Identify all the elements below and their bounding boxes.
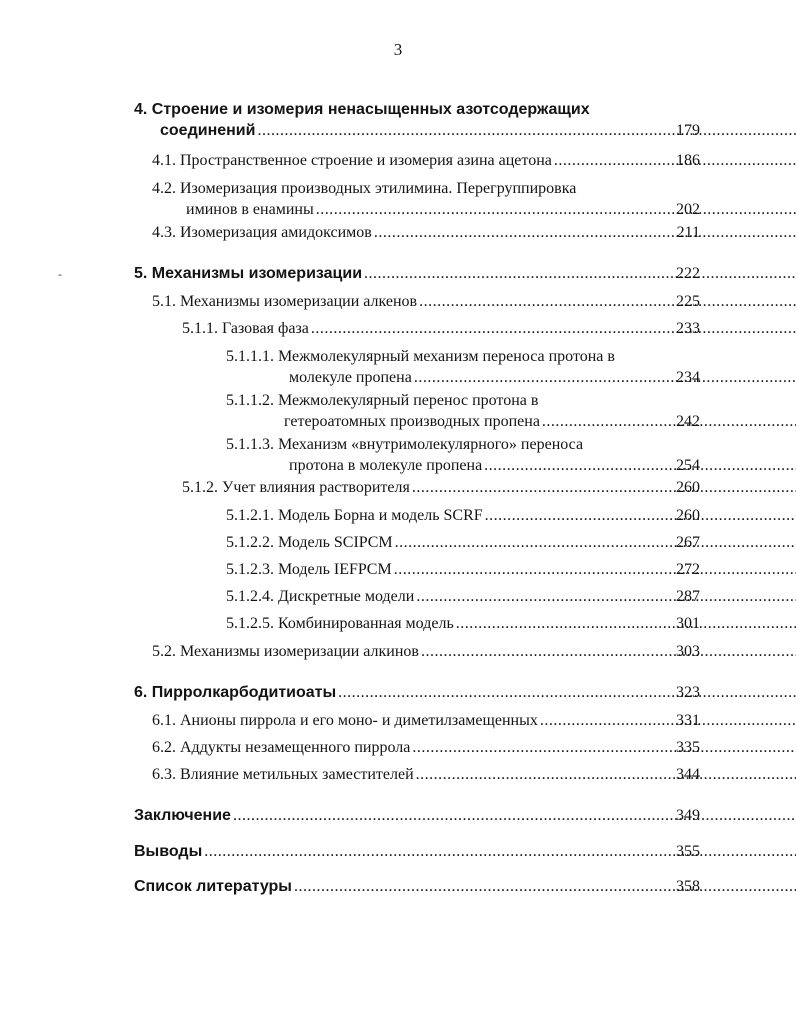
toc-entry-page: 260 [676, 507, 700, 524]
toc-entry-page: 260 [676, 479, 700, 496]
toc-entry-page: 233 [676, 320, 700, 337]
toc-entry-title-cont: гетероатомных производных пропена [284, 413, 540, 430]
dot-leader [316, 199, 796, 220]
toc-entry[interactable] [134, 682, 700, 703]
toc-entry-title: Выводы [134, 843, 203, 860]
toc-entry-page: 186 [676, 152, 700, 169]
toc-entry-title: Список литературы [134, 878, 292, 895]
toc-entry[interactable] [226, 434, 700, 476]
toc-entry-title: 4.2. Изомеризация производных этилимина. Перегруппировка [152, 180, 577, 197]
toc-entry[interactable] [182, 477, 700, 498]
toc-entry-title: 5.1.1.2. Межмолекулярный перенос протона в [226, 392, 539, 409]
dot-leader [412, 477, 796, 498]
toc-entry[interactable] [134, 841, 700, 862]
dot-leader [421, 641, 796, 662]
toc-entry-title: 5.1.1.3. Механизм «внутримолекулярного» переноса [226, 436, 584, 453]
dot-leader [485, 505, 796, 526]
toc-entry-page: 242 [676, 413, 700, 430]
toc-entry-page: 179 [676, 122, 700, 139]
toc-entry-page: 234 [676, 369, 700, 386]
toc-entry-page: 301 [676, 615, 700, 632]
toc-entry-page: 355 [676, 843, 700, 860]
toc-entry-title-cont: соединений [160, 122, 256, 139]
toc-entry[interactable] [226, 532, 700, 553]
toc-entry-page: 331 [676, 712, 700, 729]
toc-entry[interactable] [226, 586, 700, 607]
toc-entry-title: Заключение [134, 807, 231, 824]
toc-entry-page: 254 [676, 457, 700, 474]
dot-leader [414, 367, 796, 388]
dot-leader [484, 455, 796, 476]
toc-entry-title: 6.1. Анионы пиррола и его моно- и диметилзамещенных [152, 712, 538, 729]
toc-entry[interactable] [152, 641, 700, 662]
dot-leader [419, 291, 796, 312]
toc-entry[interactable] [226, 390, 700, 432]
toc-entry-title: 5.1.2.5. Комбинированная модель [226, 615, 454, 632]
toc-entry-page: 267 [676, 534, 700, 551]
toc-entry-page: 222 [676, 265, 700, 282]
dot-leader [257, 120, 796, 141]
toc-entry[interactable] [182, 318, 700, 339]
toc-entry-page: 323 [676, 684, 700, 701]
toc-entry-page: 303 [676, 643, 700, 660]
toc-entry-page: 272 [676, 561, 700, 578]
page-number: 3 [393, 40, 403, 59]
toc-entry[interactable] [134, 99, 700, 141]
toc-entry-page: 335 [676, 739, 700, 756]
toc-entry-title: 5.1.2.4. Дискретные модели [226, 588, 415, 605]
toc-entry[interactable] [152, 150, 700, 171]
toc-entry-title: 4. Строение и изомерия ненасыщенных азотсодержащих [134, 101, 590, 118]
toc-entry[interactable] [152, 710, 700, 731]
dot-leader [204, 841, 796, 862]
dot-leader [456, 613, 796, 634]
toc-entry[interactable] [152, 222, 700, 243]
toc-entry[interactable] [226, 505, 700, 526]
dot-leader [294, 876, 796, 897]
toc-entry-title-cont: молекуле пропена [289, 369, 412, 386]
toc-entry-title-cont: иминов в енамины [186, 201, 314, 218]
toc-entry[interactable] [134, 876, 700, 897]
toc-entry-title: 5.1.2.2. Модель SCIPCM [226, 534, 393, 551]
toc-entry[interactable] [226, 613, 700, 634]
dot-leader [395, 532, 796, 553]
dot-leader [233, 805, 796, 826]
toc-entry-title: 6. Пирролкарбодитиоаты [134, 684, 337, 701]
toc-entry-title: 6.2. Аддукты незамещенного пиррола [152, 739, 411, 756]
toc-entry-page: 211 [676, 224, 700, 241]
toc-entry-title: 5.1.2.3. Модель IEFPCM [226, 561, 392, 578]
toc-entry-title: 5.2. Механизмы изомеризации алкинов [152, 643, 419, 660]
toc-entry-page: 358 [676, 878, 700, 895]
dot-leader [412, 737, 796, 758]
toc-entry-title: 5.1. Механизмы изомеризации алкенов [152, 293, 418, 310]
toc-entry[interactable] [226, 346, 700, 388]
stray-mark: - [58, 267, 62, 281]
toc-entry[interactable] [152, 291, 700, 312]
toc-entry-title: 5.1.1. Газовая фаза [182, 320, 309, 337]
dot-leader [394, 559, 796, 580]
toc-entry[interactable] [134, 805, 700, 826]
toc-entry[interactable] [226, 559, 700, 580]
toc-entry[interactable] [152, 178, 700, 220]
toc-entry-title: 4.1. Пространственное строение и изомерия азина ацетона [152, 152, 552, 169]
dot-leader [311, 318, 796, 339]
toc-entry-page: 349 [676, 807, 700, 824]
toc-entry[interactable] [152, 764, 700, 785]
toc-entry-title: 5. Механизмы изомеризации [134, 265, 363, 282]
toc-entry[interactable] [152, 737, 700, 758]
toc-entry-title-cont: протона в молекуле пропена [289, 457, 483, 474]
toc-entry-title: 5.1.2.1. Модель Борна и модель SCRF [226, 507, 483, 524]
toc-entry-page: 287 [676, 588, 700, 605]
toc-entry-title: 5.1.1.1. Межмолекулярный механизм переноса протона в [226, 348, 615, 365]
dot-leader [338, 682, 796, 703]
toc-entry-title: 5.1.2. Учет влияния растворителя [182, 479, 410, 496]
toc-entry-page: 202 [676, 201, 700, 218]
dot-leader [416, 586, 796, 607]
dot-leader [364, 263, 796, 284]
toc-entry-title: 4.3. Изомеризация амидоксимов [152, 224, 372, 241]
toc-entry-title: 6.3. Влияние метильных заместителей [152, 766, 414, 783]
toc-entry-page: 344 [676, 766, 700, 783]
dot-leader [416, 764, 796, 785]
toc-entry-page: 225 [676, 293, 700, 310]
dot-leader [374, 222, 796, 243]
toc-entry[interactable] [134, 263, 700, 284]
